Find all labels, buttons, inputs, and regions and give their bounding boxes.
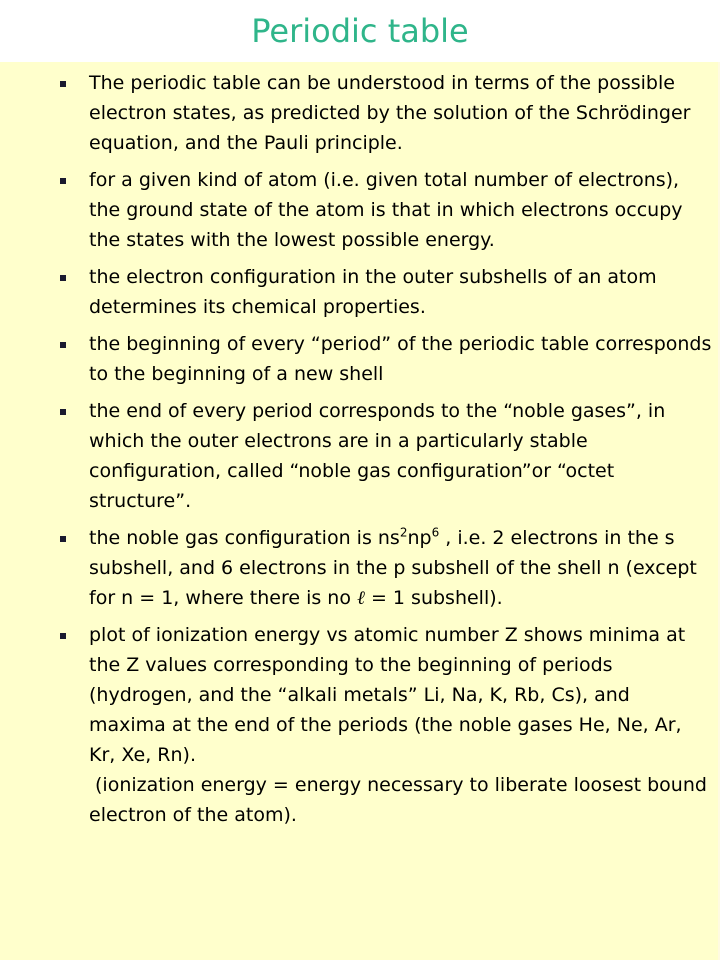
title-bar	[0, 0, 720, 62]
bullet-text: the end of every period corresponds to the “noble gases”, in which the outer electrons are in a particularly stable configuration, called “noble gas configuration”or “octet structure”.	[89, 400, 666, 512]
list-item	[60, 262, 712, 322]
bullet-text-part: , i.e. 2 electrons in the s subshell, and 6 electrons in the p subshell of the shell n (except for n = 1, where there is no	[89, 527, 697, 609]
superscript: 6	[431, 525, 440, 540]
square-bullet-icon	[60, 633, 66, 639]
square-bullet-icon	[60, 409, 66, 415]
list-item	[60, 68, 712, 158]
bullet-text-part: = 1 subshell).	[364, 587, 503, 609]
bullet-text: The periodic table can be understood in terms of the possible electron states, as predicted by the solution of the Schrödinger equation, and the Pauli principle.	[89, 72, 691, 154]
bullet-text: for a given kind of atom (i.e. given total number of electrons), the ground state of the atom is that in which electrons occupy the states with the lowest possible energy.	[89, 169, 683, 251]
list-item	[60, 523, 712, 613]
bullet-text: the beginning of every “period” of the periodic table corresponds to the beginning of a new shell	[89, 333, 712, 385]
square-bullet-icon	[60, 536, 66, 542]
square-bullet-icon	[60, 342, 66, 348]
bullet-text	[89, 527, 697, 609]
square-bullet-icon	[60, 81, 66, 87]
bullet-text: plot of ionization energy vs atomic number Z shows minima at the Z values corresponding to the beginning of periods (hydrogen, and the “alkali metals” Li, Na, K, Rb, Cs), and maxima at the end of the periods (the noble gases He, Ne, Ar, Kr, Xe, Rn).	[89, 624, 686, 766]
page-title: Periodic table	[251, 12, 469, 50]
bullet-text-part: np	[407, 527, 432, 549]
list-item	[60, 329, 712, 389]
bullet-note: (ionization energy = energy necessary to liberate loosest bound electron of the atom).	[89, 774, 707, 826]
bullet-text-part: the noble gas configuration is ns	[89, 527, 400, 549]
list-item	[60, 165, 712, 255]
ell-symbol: ℓ	[357, 587, 365, 609]
content-area	[0, 62, 720, 960]
bullet-list	[60, 68, 712, 837]
square-bullet-icon	[60, 275, 66, 281]
list-item	[60, 620, 712, 830]
list-item	[60, 396, 712, 516]
superscript: 2	[399, 525, 408, 540]
square-bullet-icon	[60, 178, 66, 184]
bullet-text: the electron configuration in the outer subshells of an atom determines its chemical properties.	[89, 266, 657, 318]
